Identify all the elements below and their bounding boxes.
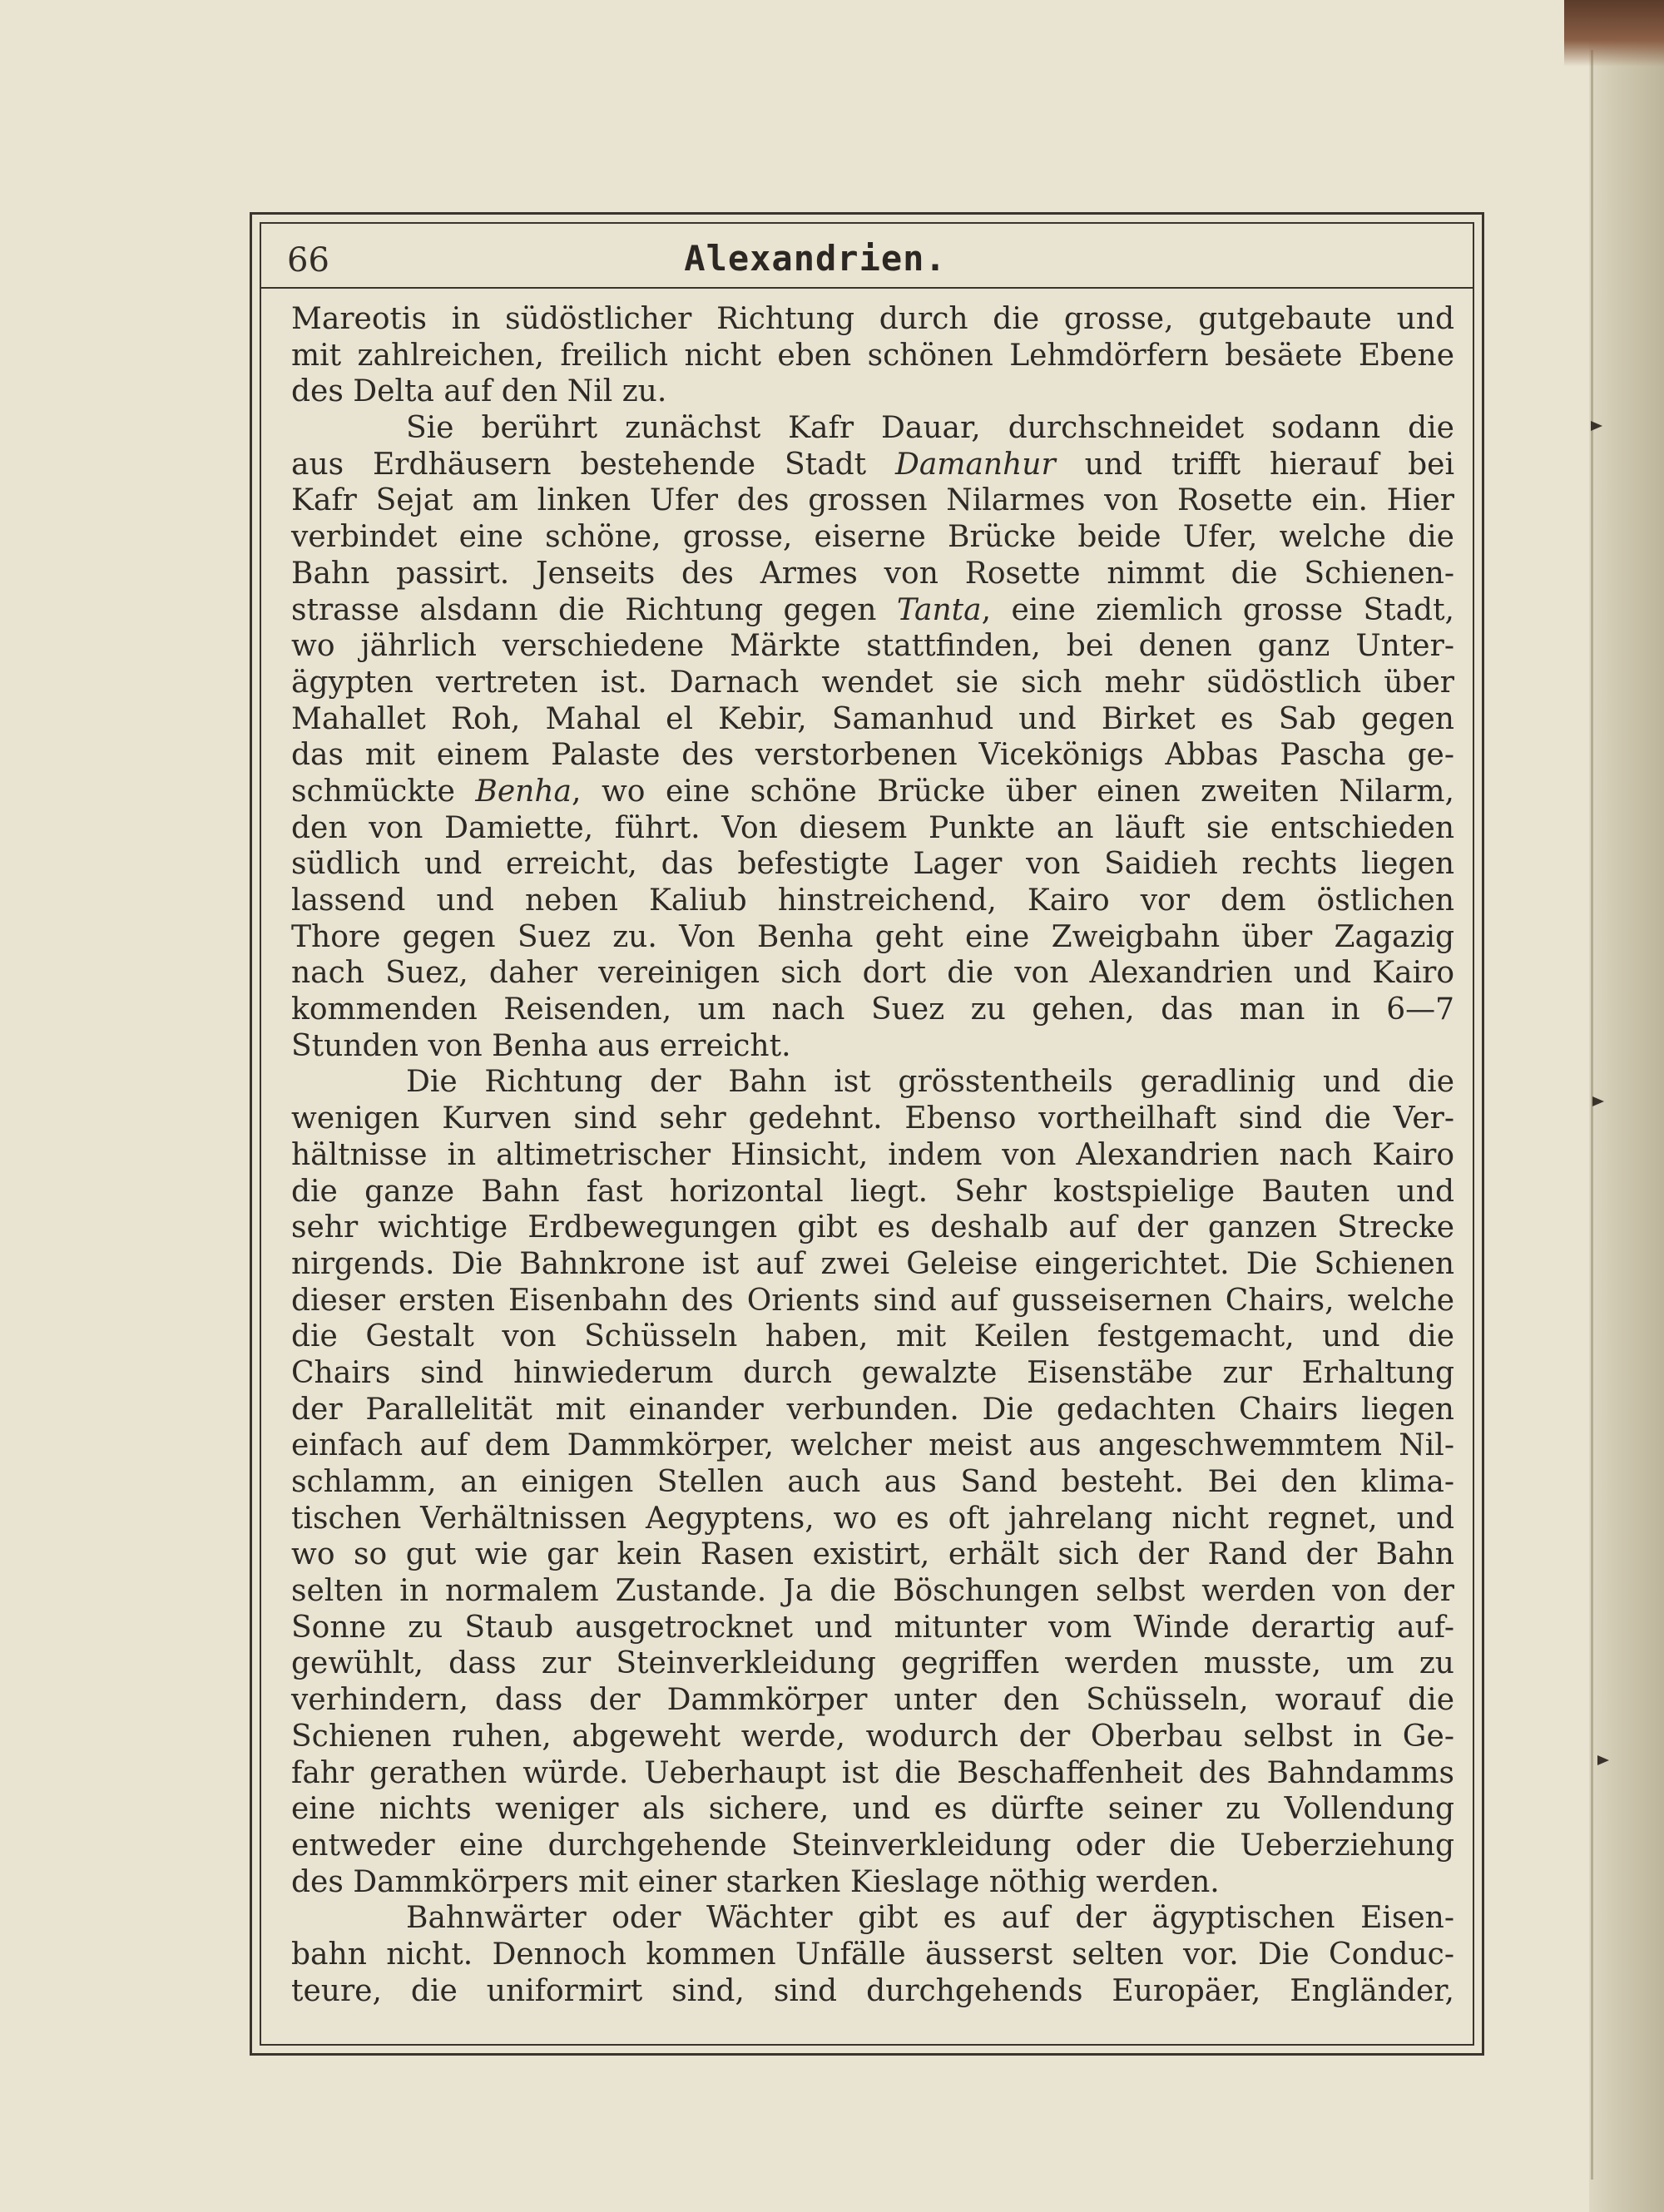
text-line xyxy=(291,1464,1454,1501)
text-line xyxy=(291,482,1454,519)
book-gutter xyxy=(1591,50,1593,2180)
text-segment: wenigen Kurven sind sehr gedehnt. Ebenso vortheilhaft sind die Ver- xyxy=(291,1101,1454,1136)
text-segment: Kafr Sejat am linken Ufer des grossen Nilarmes von Rosette ein. Hier xyxy=(291,483,1454,518)
text-line xyxy=(291,955,1454,992)
text-line xyxy=(291,1682,1454,1719)
text-segment: der Parallelität mit einander verbunden. Die gedachten Chairs liegen xyxy=(291,1392,1454,1427)
body-text xyxy=(291,301,1454,2009)
text-segment: , wo eine schöne Brücke über einen zweiten Nilarm, xyxy=(572,774,1454,809)
text-line xyxy=(291,1610,1454,1646)
italic-place-name: Tanta xyxy=(896,592,982,627)
text-line xyxy=(291,919,1454,956)
running-title: Alexandrien. xyxy=(684,238,947,279)
text-line xyxy=(291,737,1454,774)
text-line xyxy=(291,374,1454,410)
text-segment: Bahnwärter oder Wächter gibt es auf der ägyptischen Eisen- xyxy=(406,1901,1454,1936)
text-segment: hältnisse in altimetrischer Hinsicht, indem von Alexandrien nach Kairo xyxy=(291,1137,1454,1172)
text-segment: mit zahlreichen, freilich nicht eben schönen Lehmdörfern besäete Ebene xyxy=(291,338,1454,373)
text-line xyxy=(291,1645,1454,1682)
text-line xyxy=(291,628,1454,665)
page-edge-shadow xyxy=(1589,0,1664,2212)
text-line xyxy=(291,1864,1454,1901)
text-segment: nirgends. Die Bahnkrone ist auf zwei Geleise eingerichtet. Die Schienen xyxy=(291,1246,1454,1281)
text-line xyxy=(291,1573,1454,1610)
text-line xyxy=(291,1174,1454,1210)
text-line xyxy=(291,1537,1454,1573)
text-line xyxy=(291,1501,1454,1537)
text-line xyxy=(291,1428,1454,1464)
text-segment: verbindet eine schöne, grosse, eiserne Brücke beide Ufer, welche die xyxy=(291,520,1454,555)
text-line xyxy=(291,1210,1454,1246)
text-segment: selten in normalem Zustande. Ja die Böschungen selbst werden von der xyxy=(291,1574,1454,1609)
text-segment: tischen Verhältnissen Aegyptens, wo es oft jahrelang nicht regnet, und xyxy=(291,1501,1454,1536)
text-segment: nach Suez, daher vereinigen sich dort die von Alexandrien und Kairo xyxy=(291,956,1454,991)
text-segment: Bahn passirt. Jenseits des Armes von Rosette nimmt die Schienen- xyxy=(291,556,1454,591)
text-segment: Sie berührt zunächst Kafr Dauar, durchschneidet sodann die xyxy=(406,411,1454,446)
text-segment: lassend und neben Kaliub hinstreichend, Kairo vor dem östlichen xyxy=(291,883,1454,918)
text-segment: südlich und erreicht, das befestigte Lager von Saidieh rechts liegen xyxy=(291,847,1454,882)
text-line xyxy=(291,992,1454,1028)
text-segment: Mareotis in südöstlicher Richtung durch die grosse, gutgebaute und xyxy=(291,302,1454,336)
book-spine-corner xyxy=(1564,0,1664,67)
text-line xyxy=(291,447,1454,483)
text-line xyxy=(291,1028,1454,1065)
text-segment: die Gestalt von Schüsseln haben, mit Keilen festgemacht, und die xyxy=(291,1319,1454,1354)
text-segment: schmückte xyxy=(291,774,476,809)
text-segment: einfach auf dem Dammkörper, welcher meist aus angeschwemmtem Nil- xyxy=(291,1428,1454,1463)
text-segment: Sonne zu Staub ausgetrocknet und mitunter vom Winde derartig auf- xyxy=(291,1610,1454,1645)
text-segment: Schienen ruhen, abgeweht werde, wodurch der Oberbau selbst in Ge- xyxy=(291,1719,1454,1754)
text-line xyxy=(291,1101,1454,1137)
text-segment: die ganze Bahn fast horizontal liegt. Sehr kostspielige Bauten und xyxy=(291,1174,1454,1209)
text-segment: ägypten vertreten ist. Darnach wendet sie sich mehr südöstlich über xyxy=(291,665,1454,700)
text-segment: das mit einem Palaste des verstorbenen Vicekönigs Abbas Pascha ge- xyxy=(291,738,1454,773)
text-line xyxy=(291,774,1454,810)
text-segment: aus Erdhäusern bestehende Stadt xyxy=(291,447,895,482)
page-number: 66 xyxy=(287,241,329,280)
text-line xyxy=(291,701,1454,738)
text-segment: Thore gegen Suez zu. Von Benha geht eine Zweigbahn über Zagazig xyxy=(291,919,1454,954)
text-line xyxy=(291,338,1454,374)
text-segment: , eine ziemlich grosse Stadt, xyxy=(981,592,1454,627)
text-segment: sehr wichtige Erdbewegungen gibt es deshalb auf der ganzen Strecke xyxy=(291,1210,1454,1245)
text-line xyxy=(291,1064,1454,1101)
italic-place-name: Benha xyxy=(475,774,572,809)
text-segment: Die Richtung der Bahn ist grösstentheils geradlinig und die xyxy=(406,1065,1454,1100)
text-line xyxy=(291,1900,1454,1937)
text-line xyxy=(291,519,1454,556)
text-segment: Chairs sind hinwiederum durch gewalzte Eisenstäbe zur Erhaltung xyxy=(291,1355,1454,1390)
header-rule xyxy=(260,287,1474,289)
text-line xyxy=(291,410,1454,447)
text-segment: den von Damiette, führt. Von diesem Punkte an läuft sie entschieden xyxy=(291,810,1454,845)
text-segment: strasse alsdann die Richtung gegen xyxy=(291,592,897,627)
text-line xyxy=(291,301,1454,338)
text-line xyxy=(291,592,1454,629)
text-segment: bahn nicht. Dennoch kommen Unfälle äusserst selten vor. Die Conduc- xyxy=(291,1937,1454,1972)
text-segment: teure, die uniformirt sind, sind durchgehends Europäer, Engländer, xyxy=(291,1973,1454,2008)
text-line xyxy=(291,1719,1454,1755)
text-line xyxy=(291,810,1454,847)
text-line xyxy=(291,1355,1454,1392)
text-line xyxy=(291,846,1454,883)
text-segment: Mahallet Roh, Mahal el Kebir, Samanhud und Birket es Sab gegen xyxy=(291,701,1454,736)
text-segment: kommenden Reisenden, um nach Suez zu gehen, das man in 6—7 xyxy=(291,992,1454,1027)
text-segment: und trifft hierauf bei xyxy=(1055,447,1454,482)
text-line xyxy=(291,1283,1454,1319)
text-segment: Stunden von Benha aus erreicht. xyxy=(291,1028,791,1063)
text-segment: verhindern, dass der Dammkörper unter den Schüsseln, worauf die xyxy=(291,1683,1454,1718)
text-line xyxy=(291,1791,1454,1828)
text-line xyxy=(291,1137,1454,1174)
text-segment: des Delta auf den Nil zu. xyxy=(291,374,667,409)
text-line xyxy=(291,665,1454,701)
text-segment: fahr gerathen würde. Ueberhaupt ist die Beschaffenheit des Bahndamms xyxy=(291,1755,1454,1790)
text-line xyxy=(291,1319,1454,1355)
text-line xyxy=(291,1828,1454,1864)
text-line xyxy=(291,1392,1454,1428)
text-segment: wo jährlich verschiedene Märkte stattfinden, bei denen ganz Unter- xyxy=(291,629,1454,664)
text-line xyxy=(291,1755,1454,1792)
text-segment: dieser ersten Eisenbahn des Orients sind auf gusseisernen Chairs, welche xyxy=(291,1283,1454,1318)
text-line xyxy=(291,1246,1454,1283)
text-line xyxy=(291,1937,1454,1973)
text-line xyxy=(291,556,1454,592)
text-line xyxy=(291,883,1454,919)
text-segment: eine nichts weniger als sichere, und es dürfte seiner zu Vollendung xyxy=(291,1792,1454,1827)
text-segment: entweder eine durchgehende Steinverkleidung oder die Ueberziehung xyxy=(291,1828,1454,1863)
text-line xyxy=(291,1973,1454,2010)
text-segment: des Dammkörpers mit einer starken Kieslage nöthig werden. xyxy=(291,1864,1220,1899)
italic-place-name: Damanhur xyxy=(894,447,1056,482)
text-segment: wo so gut wie gar kein Rasen existirt, erhält sich der Rand der Bahn xyxy=(291,1537,1454,1572)
text-segment: schlamm, an einigen Stellen auch aus Sand besteht. Bei den klima- xyxy=(291,1465,1454,1499)
text-segment: gewühlt, dass zur Steinverkleidung gegriffen werden musste, um zu xyxy=(291,1646,1454,1681)
